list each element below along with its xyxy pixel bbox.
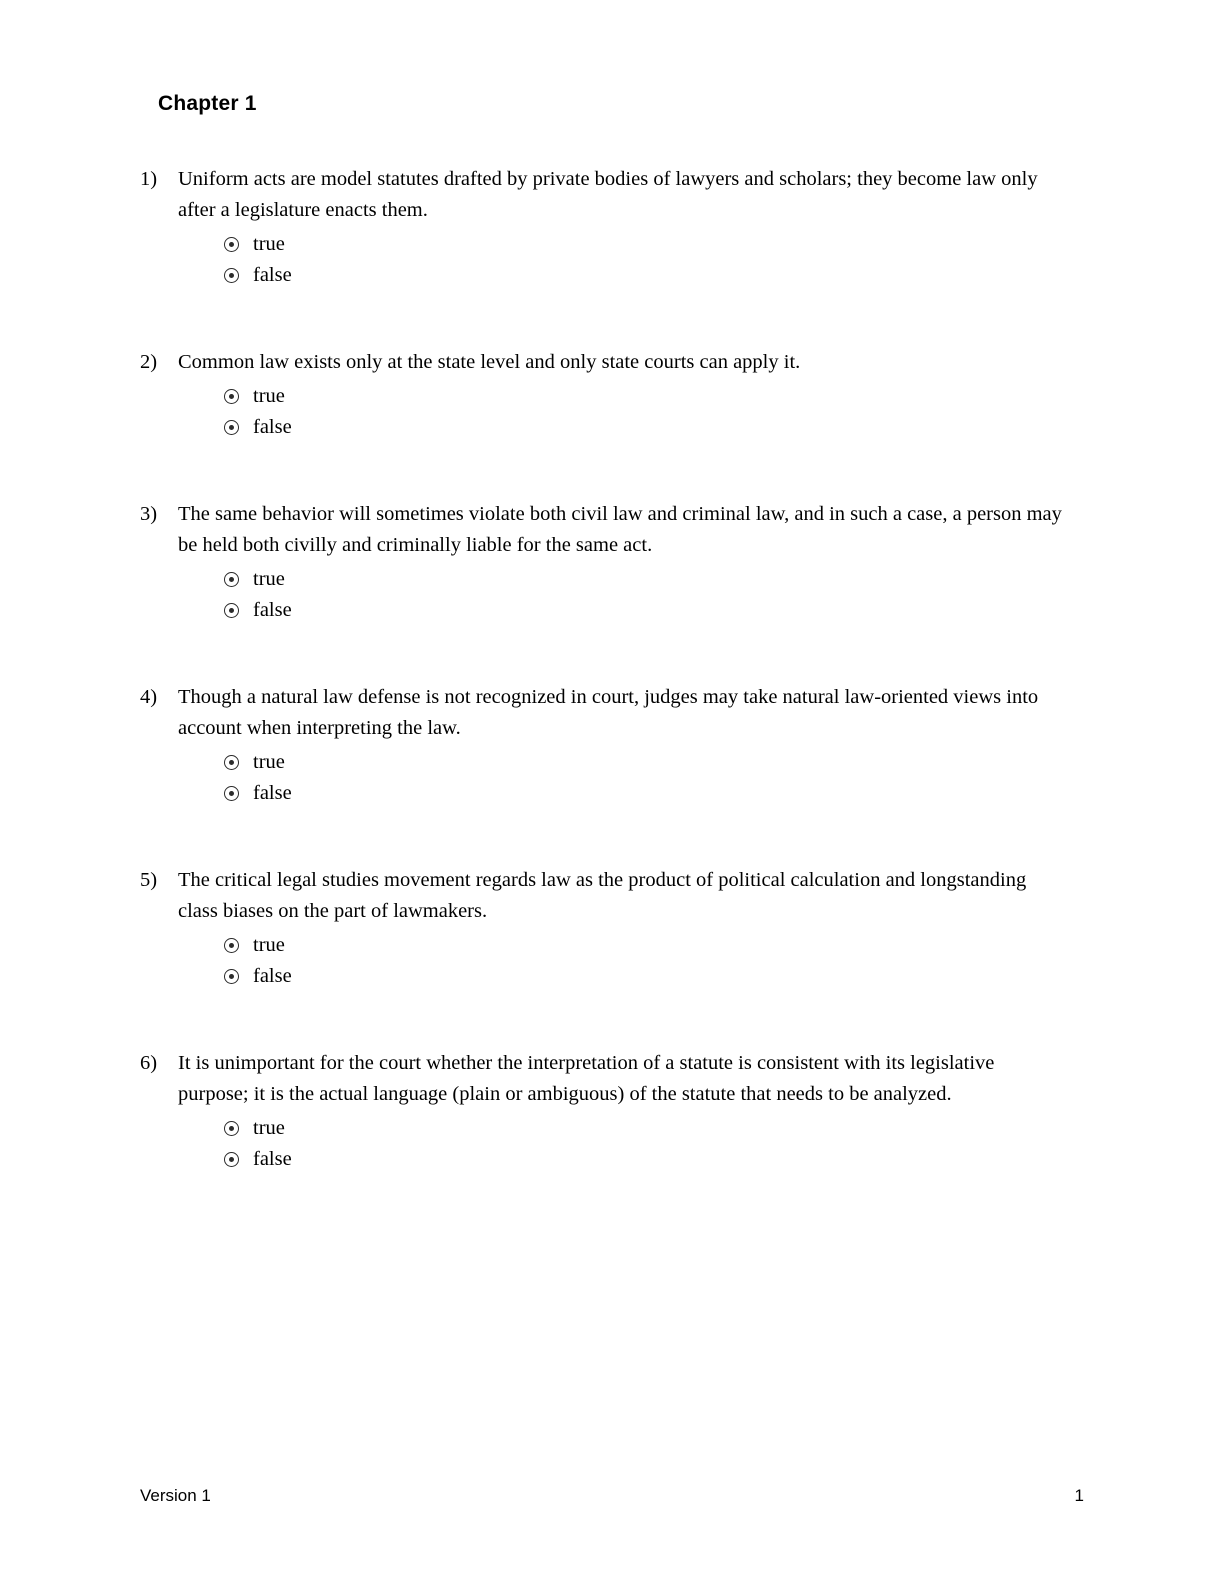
option-label: false (253, 599, 292, 621)
question-row (140, 865, 1070, 927)
option-label: true (253, 233, 285, 255)
question-number: 5) (140, 869, 158, 891)
option-label: false (253, 1148, 292, 1170)
option-true[interactable] (224, 930, 1070, 961)
option-true[interactable] (224, 381, 1070, 412)
question-item (140, 164, 1070, 291)
question-row (140, 499, 1070, 561)
page-footer (140, 1486, 1084, 1506)
option-false[interactable] (224, 595, 1070, 626)
question-text: The critical legal studies movement regards law as the product of political calculation and longstanding class biases on the part of lawmakers. (178, 869, 1027, 922)
option-label: false (253, 416, 292, 438)
radio-button-icon[interactable] (224, 603, 239, 618)
question-item (140, 347, 1070, 443)
question-options (224, 381, 1070, 443)
option-false[interactable] (224, 778, 1070, 809)
radio-button-icon[interactable] (224, 1152, 239, 1167)
question-row (140, 682, 1070, 744)
radio-button-icon[interactable] (224, 786, 239, 801)
question-text: Common law exists only at the state level and only state courts can apply it. (178, 351, 801, 373)
question-text: The same behavior will sometimes violate both civil law and criminal law, and in such a case, a person may be held both civilly and criminally liable for the same act. (178, 503, 1062, 556)
document-content (140, 92, 1070, 1231)
question-number: 2) (140, 351, 158, 373)
question-number: 3) (140, 503, 158, 525)
radio-button-icon[interactable] (224, 389, 239, 404)
option-label: true (253, 568, 285, 590)
option-false[interactable] (224, 412, 1070, 443)
option-label: true (253, 751, 285, 773)
question-options (224, 564, 1070, 626)
radio-button-icon[interactable] (224, 268, 239, 283)
question-options (224, 930, 1070, 992)
option-label: true (253, 934, 285, 956)
option-false[interactable] (224, 260, 1070, 291)
radio-button-icon[interactable] (224, 420, 239, 435)
radio-button-icon[interactable] (224, 1121, 239, 1136)
option-false[interactable] (224, 961, 1070, 992)
question-number: 6) (140, 1052, 158, 1074)
question-row (140, 164, 1070, 226)
option-true[interactable] (224, 229, 1070, 260)
option-false[interactable] (224, 1144, 1070, 1175)
option-label: false (253, 264, 292, 286)
question-options (224, 229, 1070, 291)
question-number: 1) (140, 168, 158, 190)
radio-button-icon[interactable] (224, 755, 239, 770)
question-item (140, 865, 1070, 992)
option-true[interactable] (224, 564, 1070, 595)
question-text: Though a natural law defense is not recognized in court, judges may take natural law-oriented views into account when interpreting the law. (178, 686, 1039, 739)
question-item (140, 1048, 1070, 1175)
question-options (224, 1113, 1070, 1175)
question-item (140, 499, 1070, 626)
radio-button-icon[interactable] (224, 572, 239, 587)
footer-page-number: 1 (1074, 1486, 1084, 1505)
option-true[interactable] (224, 1113, 1070, 1144)
footer-version: Version 1 (140, 1486, 211, 1505)
radio-button-icon[interactable] (224, 969, 239, 984)
radio-button-icon[interactable] (224, 237, 239, 252)
option-label: true (253, 385, 285, 407)
option-label: false (253, 965, 292, 987)
page-title: Chapter 1 (158, 92, 257, 115)
option-label: false (253, 782, 292, 804)
radio-button-icon[interactable] (224, 938, 239, 953)
question-item (140, 682, 1070, 809)
question-row (140, 347, 1070, 378)
question-number: 4) (140, 686, 158, 708)
option-true[interactable] (224, 747, 1070, 778)
question-options (224, 747, 1070, 809)
question-text: It is unimportant for the court whether the interpretation of a statute is consistent with its legislative purpose; it is the actual language (plain or ambiguous) of the statute that needs to be analyzed. (178, 1052, 995, 1105)
question-row (140, 1048, 1070, 1110)
option-label: true (253, 1117, 285, 1139)
question-text: Uniform acts are model statutes drafted by private bodies of lawyers and scholars; they become law only after a legislature enacts them. (178, 168, 1038, 221)
